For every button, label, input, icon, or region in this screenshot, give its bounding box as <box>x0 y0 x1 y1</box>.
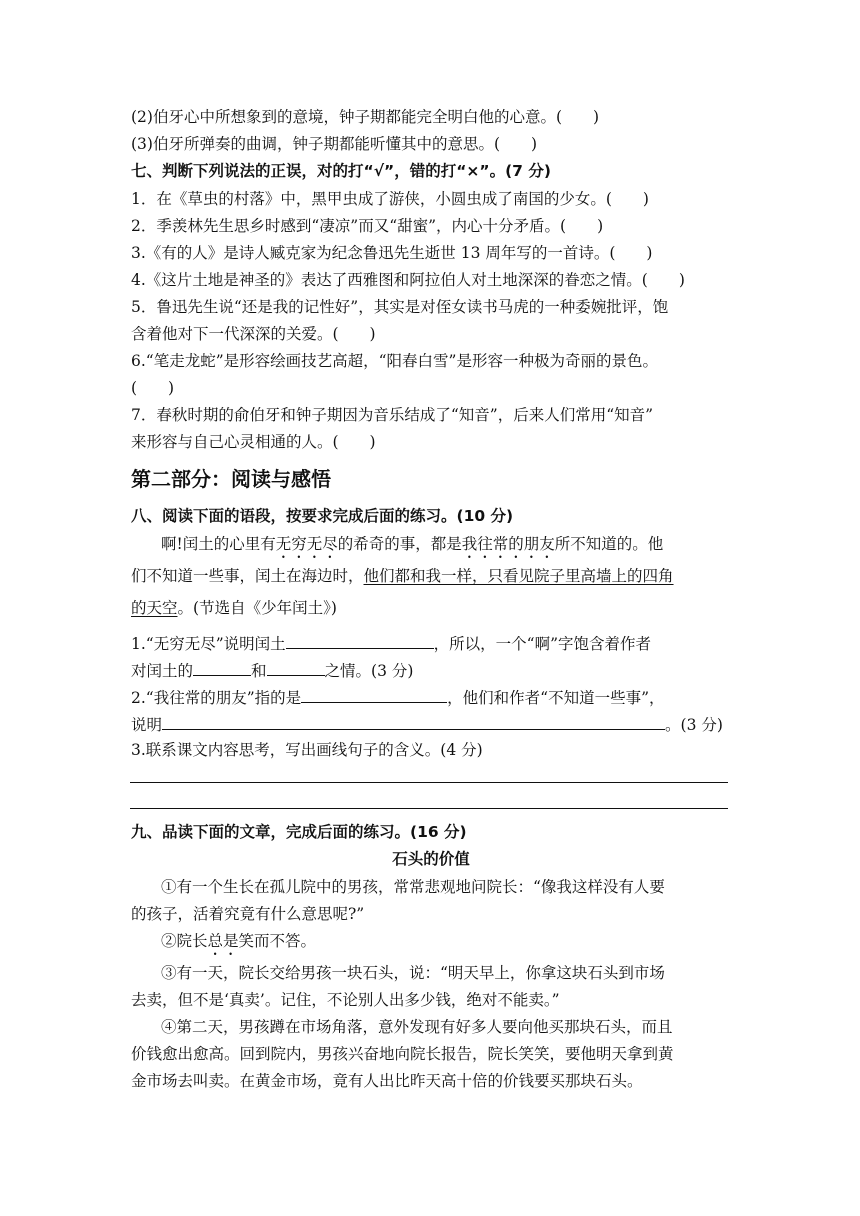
q8-heading: 八、阅读下面的语段，按要求完成后面的练习。(10 分) <box>131 507 514 525</box>
q8-question-2b: 说明 。(3 分) <box>131 713 731 735</box>
article-p4-line-2: 价钱愈出愈高。回到院内，男孩兴奋地向院长报告，院长笑笑，要他明天拿到黄 <box>131 1045 674 1063</box>
q8-question-1b: 对闰土的 和 之情。(3 分) <box>131 659 731 681</box>
q8-passage-line-2: 们不知道一些事，闰土在海边时，他们都和我一样，只看见院子里高墙上的四角 <box>131 567 674 585</box>
q8-passage-line-1: 啊!闰土的心里有无穷无尽的希奇的事，都是我往常的朋友所不知道的。他 <box>161 535 664 553</box>
part2-title: 第二部分：阅读与感悟 <box>131 467 331 491</box>
q7-line-6b: ( ) <box>131 379 175 397</box>
q6-item-3: (3)伯牙所弹奏的曲调，钟子期都能听懂其中的意思。( ) <box>131 135 538 153</box>
q7-line-2: 2．季羡林先生思乡时感到“凄凉”而又“甜蜜”，内心十分矛盾。( ) <box>131 217 604 235</box>
article-p3-line-2: 去卖，但不是‘真卖’。记住，不论别人出多少钱，绝对不能卖。” <box>131 991 560 1009</box>
q7-line-3: 3.《有的人》是诗人臧克家为纪念鲁迅先生逝世 13 周年写的一首诗。( ) <box>131 244 653 262</box>
article-p1-line-1: ①有一个生长在孤儿院中的男孩，常常悲观地问院长：“像我这样没有人要 <box>161 878 665 896</box>
q8-question-1a: 1.“无穷无尽”说明闰土 ，所以，一个“啊”字饱含着作者 <box>131 632 731 654</box>
answer-blank[interactable] <box>193 659 251 676</box>
answer-blank[interactable] <box>267 659 325 676</box>
q7-line-5b: 含着他对下一代深深的关爱。( ) <box>131 325 376 343</box>
article-p4-line-1: ④第二天，男孩蹲在市场角落，意外发现有好多人要向他买那块石头，而且 <box>161 1018 673 1036</box>
q7-line-5a: 5．鲁迅先生说“还是我的记性好”，其实是对侄女读书马虎的一种委婉批评，饱 <box>131 298 669 316</box>
article-p4-line-3: 金市场去叫卖。在黄金市场，竟有人出比昨天高十倍的价钱要买那块石头。 <box>131 1072 643 1090</box>
q8-question-3: 3.联系课文内容思考，写出画线句子的含义。(4 分) <box>131 741 483 759</box>
q8-passage-line-3: 的天空。(节选自《少年闰土》) <box>131 599 337 617</box>
answer-blank[interactable] <box>301 686 447 703</box>
underlined-sentence: 他们都和我一样，只看见院子里高墙上的四角 <box>363 567 674 585</box>
answer-line[interactable] <box>130 808 728 809</box>
article-title: 石头的价值 <box>392 850 470 868</box>
answer-blank[interactable] <box>162 713 665 730</box>
q6-item-2: (2)伯牙心中所想象到的意境，钟子期都能完全明白他的心意。( ) <box>131 108 600 126</box>
q7-line-4: 4.《这片土地是神圣的》表达了西雅图和阿拉伯人对土地深深的眷恋之情。( ) <box>131 271 685 289</box>
answer-blank[interactable] <box>286 632 434 649</box>
q7-line-7a: 7．春秋时期的俞伯牙和钟子期因为音乐结成了“知音”，后来人们常用“知音” <box>131 406 654 424</box>
q7-heading: 七、判断下列说法的正误，对的打“√”，错的打“×”。(7 分) <box>131 162 551 180</box>
q7-line-6a: 6.“笔走龙蛇”是形容绘画技艺高超，“阳春白雪”是形容一种极为奇丽的景色。 <box>131 352 658 370</box>
q7-line-7b: 来形容与自己心灵相通的人。( ) <box>131 433 376 451</box>
answer-line[interactable] <box>130 782 728 783</box>
article-p1-line-2: 的孩子，活着究竟有什么意思呢?” <box>131 905 365 923</box>
article-p2: ②院长总是笑而不答。 <box>161 932 317 950</box>
q9-heading: 九、品读下面的文章，完成后面的练习。(16 分) <box>131 823 467 841</box>
article-p3-line-1: ③有一天，院长交给男孩一块石头，说：“明天早上，你拿这块石头到市场 <box>161 964 665 982</box>
q7-line-1: 1．在《草虫的村落》中，黑甲虫成了游侠，小圆虫成了南国的少女。( ) <box>131 190 649 208</box>
q8-question-2a: 2.“我往常的朋友”指的是 ，他们和作者“不知道一些事”， <box>131 686 731 708</box>
